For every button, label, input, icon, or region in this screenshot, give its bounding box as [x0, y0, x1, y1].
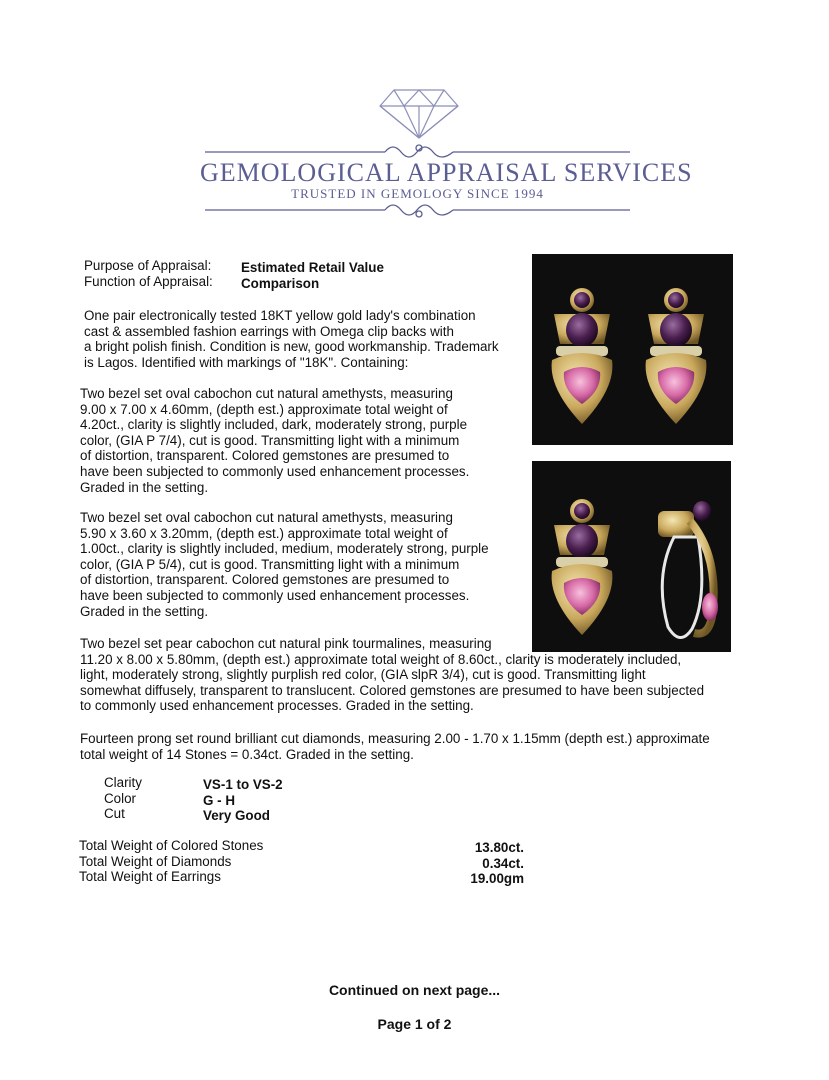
stone-line: 11.20 x 8.00 x 5.80mm, (depth est.) approximate total weight of 8.60ct., clarity is moderately included, — [80, 651, 682, 667]
description-line: is Lagos. Identified with markings of "18K". Containing: — [84, 354, 409, 370]
total-label: Total Weight of Colored Stones — [79, 838, 264, 853]
stone-line: color, (GIA P 7/4), cut is good. Transmitting light with a minimum — [80, 432, 460, 448]
company-name: GEMOLOGICAL APPRAISAL SERVICES — [200, 158, 693, 187]
grade-values — [203, 777, 283, 824]
stone-line: to commonly used enhancement processes. Graded in the setting. — [80, 698, 474, 714]
earring-side-image — [532, 461, 731, 652]
total-value: 19.00gm — [470, 871, 524, 887]
stone-line: Graded in the setting. — [80, 603, 209, 619]
stone-line: of distortion, transparent. Colored gemstones are presumed to — [80, 572, 450, 588]
total-label: Total Weight of Earrings — [79, 869, 221, 885]
description-line: cast & assembled fashion earrings with Omega clip backs with — [84, 323, 454, 339]
stone-line: color, (GIA P 5/4), cut is good. Transmitting light with a minimum — [80, 556, 460, 572]
stone-line: light, moderately strong, slightly purplish red color, (GIA slpR 3/4), cut is good. Transmitting light — [80, 667, 646, 683]
continued-note: Continued on next page... — [328, 982, 501, 998]
function-value: Comparison — [241, 275, 320, 291]
stone-line: somewhat diffusely, transparent to translucent. Colored gemstones are presumed to have been subjected — [80, 682, 705, 698]
stone-line: Graded in the setting. — [80, 479, 209, 495]
stone-line: 4.20ct., clarity is slightly included, dark, moderately strong, purple — [80, 417, 468, 433]
purpose-label: Purpose of Appraisal: — [84, 258, 212, 273]
stone-line: have been subjected to commonly used enhancement processes. — [80, 463, 470, 479]
purpose-block — [84, 258, 213, 289]
description-line: a bright polish finish. Condition is new, good workmanship. Trademark — [84, 339, 499, 355]
stone-line: Two bezel set oval cabochon cut natural amethysts, measuring — [80, 386, 453, 401]
total-value: 13.80ct. — [474, 840, 524, 855]
total-value: 0.34ct. — [482, 855, 524, 871]
purpose-values — [241, 260, 384, 291]
company-tagline: TRUSTED IN GEMOLOGY SINCE 1994 — [291, 186, 544, 201]
grade-label: Cut — [104, 806, 125, 822]
total-labels — [79, 838, 263, 885]
stone-line: Two bezel set pear cabochon cut natural pink tourmalines, measuring — [80, 636, 492, 651]
stone-line: Two bezel set oval cabochon cut natural amethysts, measuring — [80, 510, 453, 525]
earring-profile — [658, 501, 718, 638]
total-label: Total Weight of Diamonds — [79, 853, 232, 869]
purpose-value: Estimated Retail Value — [241, 260, 384, 275]
diamond-section — [80, 731, 710, 762]
stone-line: 5.90 x 3.60 x 3.20mm, (depth est.) approximate total weight of — [80, 525, 448, 541]
total-values — [424, 840, 524, 887]
grade-value: G - H — [203, 792, 235, 808]
stone-line: of distortion, transparent. Colored gemstones are presumed to — [80, 448, 450, 464]
stone-line: 9.00 x 7.00 x 4.60mm, (depth est.) approximate total weight of — [80, 401, 448, 417]
stone-line: 1.00ct., clarity is slightly included, medium, moderately strong, purple — [80, 541, 489, 557]
earring-right — [646, 288, 707, 424]
earrings-side-photo — [532, 461, 731, 652]
earring-left — [552, 288, 613, 424]
diamond-line: total weight of 14 Stones = 0.34ct. Graded in the setting. — [80, 746, 414, 762]
grade-labels — [104, 775, 142, 822]
amethyst-small-section — [80, 510, 489, 619]
item-description — [84, 308, 499, 370]
amethyst-large-section — [80, 386, 469, 495]
earring-pair-image — [532, 254, 733, 445]
diamond-logo-icon — [200, 80, 693, 230]
grade-label: Color — [104, 790, 136, 806]
grade-label: Clarity — [104, 775, 142, 790]
grade-value: Very Good — [203, 808, 270, 824]
description-line: One pair electronically tested 18KT yellow gold lady's combination — [84, 308, 476, 323]
earrings-front-photo — [532, 254, 733, 445]
company-logo — [200, 80, 693, 230]
earring-front — [552, 499, 613, 635]
function-label: Function of Appraisal: — [84, 273, 213, 289]
grade-value: VS-1 to VS-2 — [203, 777, 283, 792]
stone-line: have been subjected to commonly used enhancement processes. — [80, 587, 470, 603]
page-number: Page 1 of 2 — [377, 1016, 452, 1032]
diamond-line: Fourteen prong set round brilliant cut diamonds, measuring 2.00 - 1.70 x 1.15mm (depth est.) approximate — [80, 731, 710, 746]
